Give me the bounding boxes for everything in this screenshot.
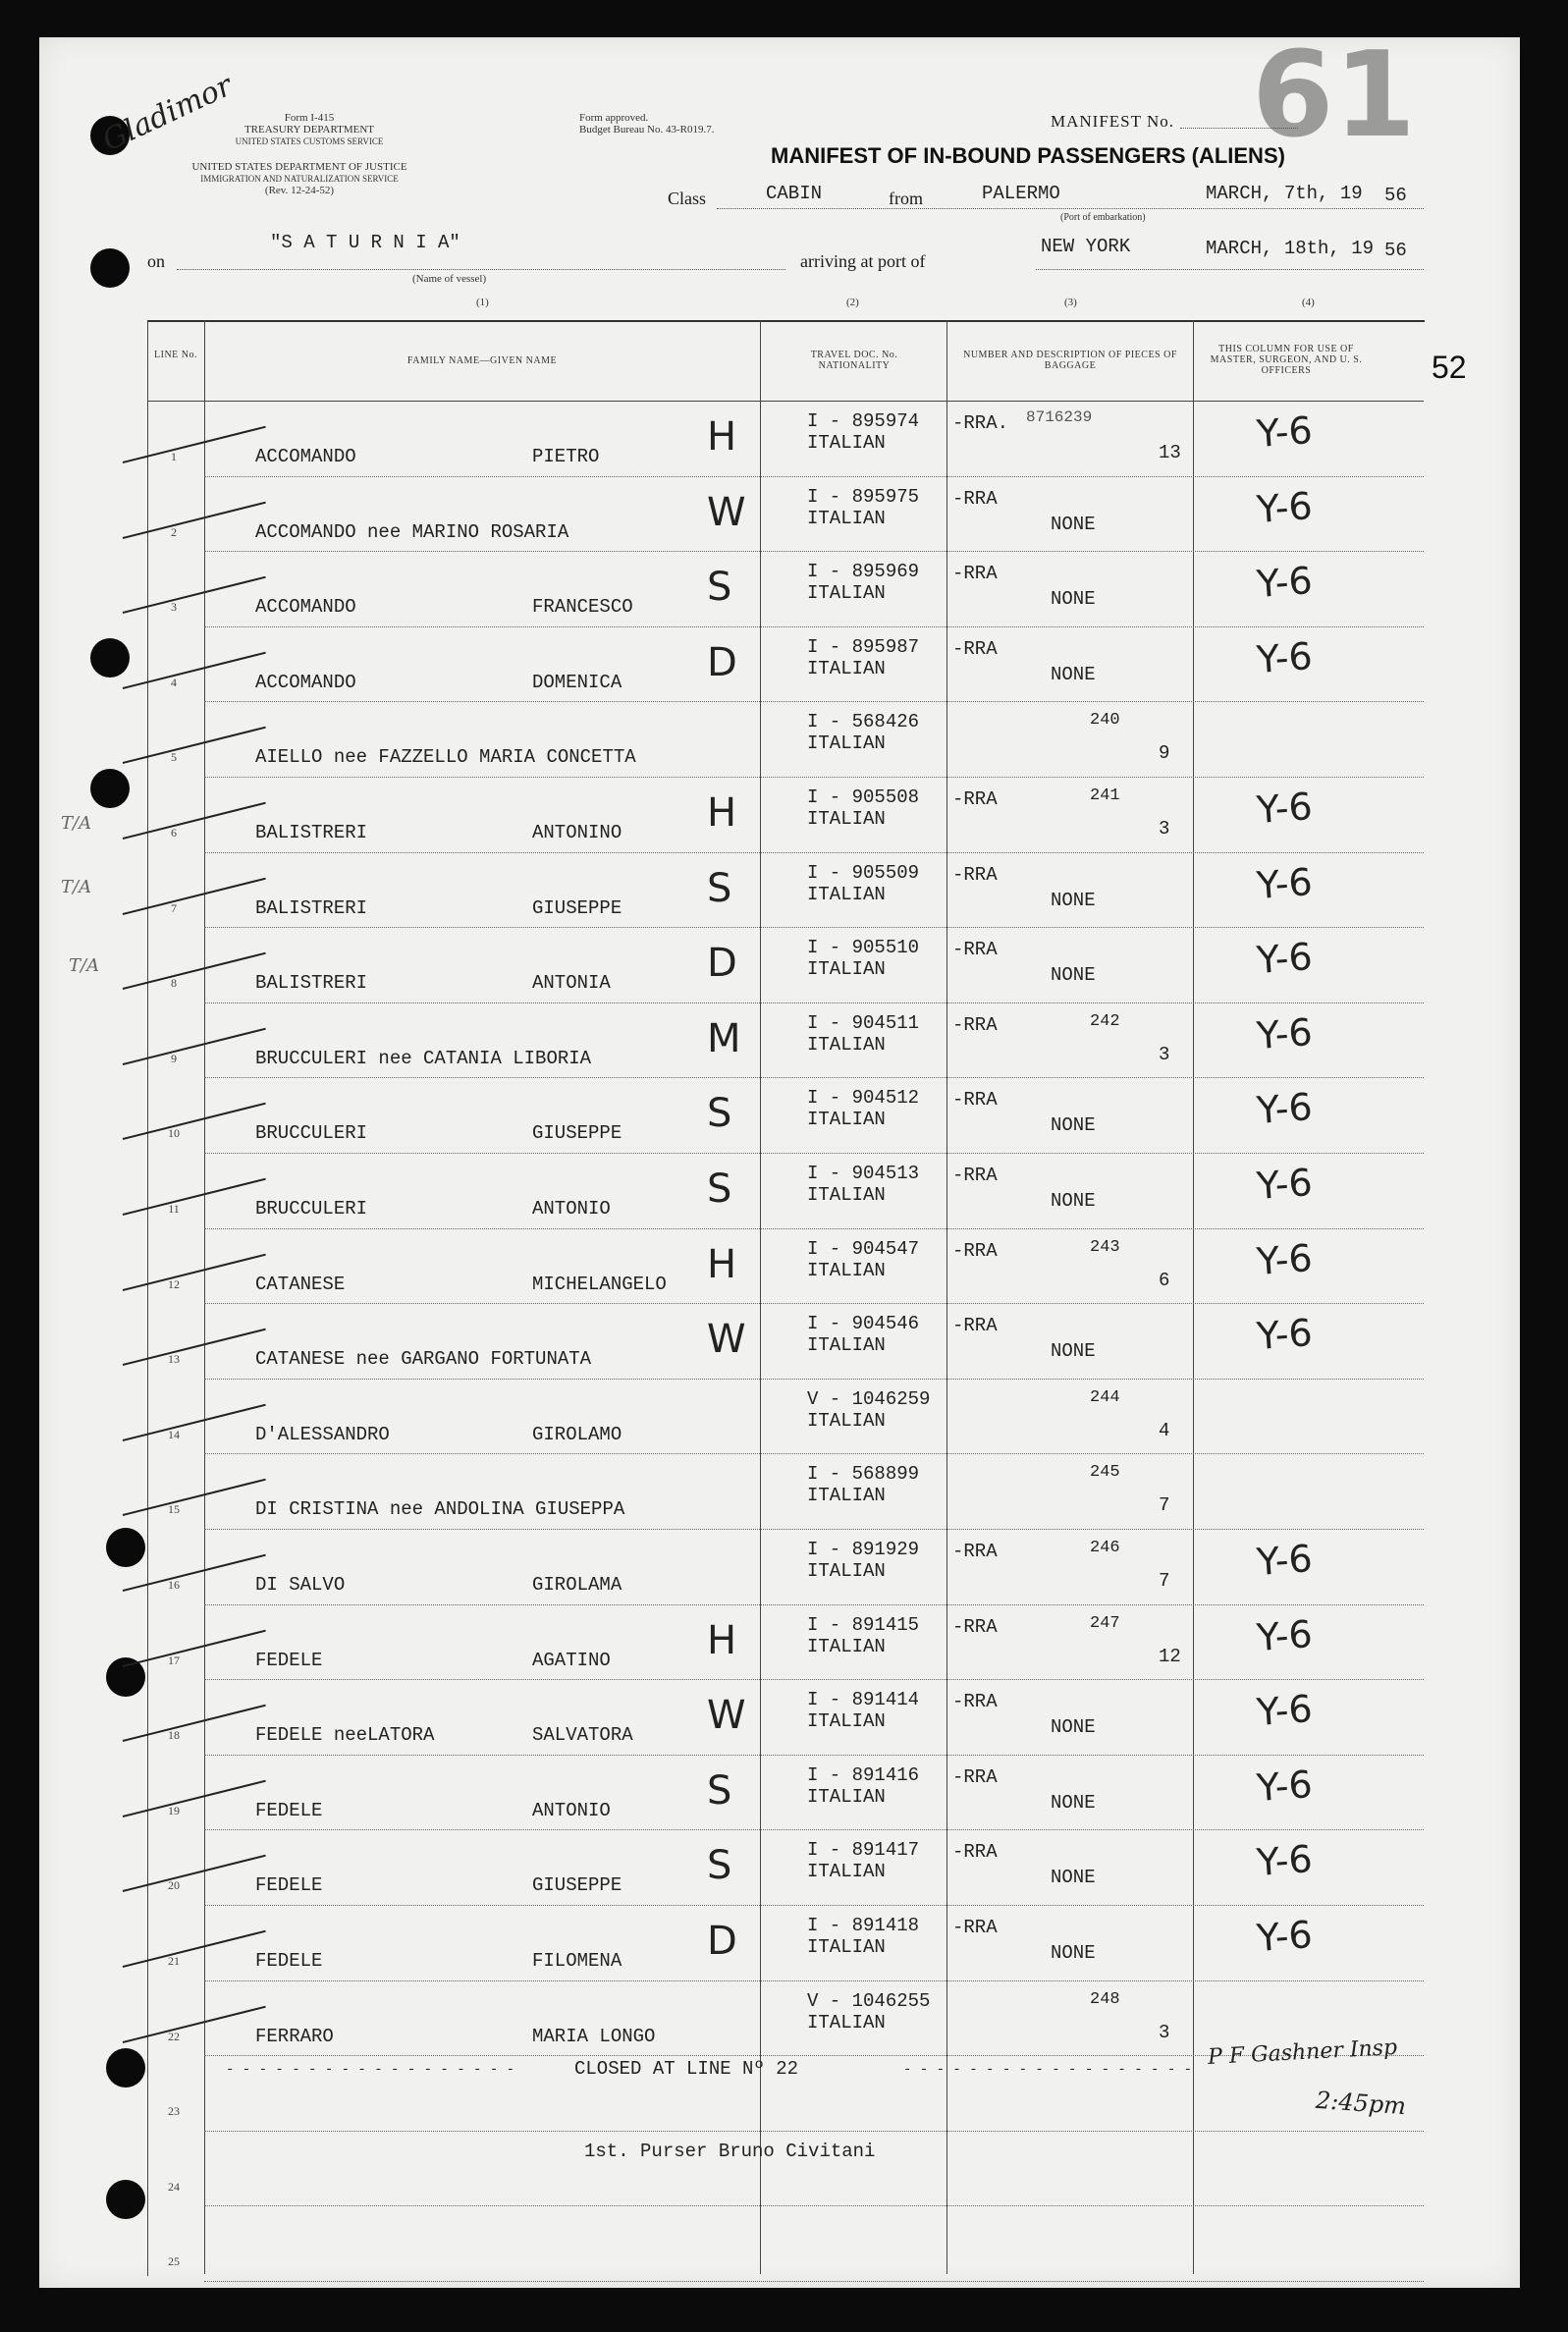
passenger-given-name: PIETRO bbox=[532, 446, 600, 467]
margin-note: T/A bbox=[61, 877, 92, 897]
punch-hole bbox=[106, 1528, 145, 1567]
officer-mark: Y-6 bbox=[1255, 785, 1315, 832]
col-number-2: (2) bbox=[846, 297, 859, 308]
nationality: ITALIAN bbox=[807, 1936, 886, 1958]
travel-doc-number: I - 568426 bbox=[807, 711, 920, 733]
baggage-tag: 240 bbox=[1090, 711, 1120, 731]
officer-mark: Y-6 bbox=[1255, 935, 1315, 983]
passenger-family-name: CATANESE nee GARGANO FORTUNATA bbox=[255, 1348, 592, 1371]
passenger-family-name: BRUCCULERI nee CATANIA LIBORIA bbox=[255, 1047, 592, 1069]
col-header-name: FAMILY NAME—GIVEN NAME bbox=[406, 355, 558, 366]
arrival-underline bbox=[1036, 269, 1424, 270]
rra-note: -RRA bbox=[952, 1917, 998, 1938]
handwritten-relation-mark: S bbox=[707, 865, 732, 911]
signature-top: Gladimor bbox=[97, 68, 238, 159]
nationality: ITALIAN bbox=[807, 1710, 886, 1733]
margin-note: T/A bbox=[69, 955, 100, 976]
passenger-family-name: FEDELE bbox=[255, 1874, 323, 1897]
travel-doc-number: I - 895987 bbox=[807, 635, 920, 658]
passenger-given-name: GIUSEPPE bbox=[532, 896, 622, 919]
punch-hole bbox=[90, 248, 130, 288]
baggage-count: NONE bbox=[1051, 1716, 1096, 1739]
rra-note: -RRA bbox=[952, 563, 998, 585]
row-line-number: 8 bbox=[171, 976, 177, 991]
passenger-family-name: FEDELE bbox=[255, 1649, 323, 1671]
class-label: Class bbox=[668, 189, 707, 208]
nationality: ITALIAN bbox=[807, 1334, 886, 1357]
passenger-given-name: DOMENICA bbox=[532, 671, 622, 693]
passenger-family-name: FEDELE neeLATORA bbox=[255, 1724, 435, 1747]
rra-note: -RRA bbox=[952, 1089, 998, 1112]
row-line-number: 25 bbox=[168, 2254, 180, 2269]
passenger-given-name: ANTONIO bbox=[532, 1799, 611, 1821]
passenger-given-name: AGATINO bbox=[532, 1649, 611, 1671]
handwritten-relation-mark: D bbox=[707, 1919, 737, 1964]
row-line-number: 12 bbox=[168, 1276, 180, 1291]
travel-doc-number: I - 891418 bbox=[807, 1915, 920, 1936]
travel-doc-number: I - 891414 bbox=[807, 1689, 920, 1711]
row-divider bbox=[204, 701, 1424, 702]
travel-doc-number: V - 1046255 bbox=[807, 1989, 931, 2012]
nationality: ITALIAN bbox=[807, 1033, 886, 1056]
passenger-given-name: FRANCESCO bbox=[532, 596, 633, 619]
passenger-given-name: ANTONINO bbox=[532, 822, 622, 843]
nationality: ITALIAN bbox=[807, 2011, 886, 2034]
passenger-family-name: DI CRISTINA nee ANDOLINA GIUSEPPA bbox=[255, 1498, 625, 1521]
vessel-name: "S A T U R N I A" bbox=[270, 232, 460, 253]
baggage-tag: 245 bbox=[1090, 1463, 1120, 1483]
nationality: ITALIAN bbox=[807, 808, 886, 830]
nationality: ITALIAN bbox=[807, 1635, 886, 1657]
row-line-number: 6 bbox=[171, 826, 177, 840]
col-header-doc: TRAVEL DOC. No. NATIONALITY bbox=[810, 350, 898, 371]
row-divider bbox=[204, 1453, 1424, 1454]
passenger-family-name: FEDELE bbox=[255, 1950, 323, 1972]
row-line-number: 20 bbox=[168, 1878, 180, 1893]
officer-mark: Y-6 bbox=[1255, 633, 1315, 681]
closing-dashes-right: - - - - - - - - - - - - - - - - - - bbox=[903, 2062, 1193, 2078]
purser-line: 1st. Purser Bruno Civitani bbox=[584, 2141, 876, 2162]
row-divider bbox=[204, 1228, 1424, 1229]
nationality: ITALIAN bbox=[807, 432, 886, 454]
handwritten-relation-mark: S bbox=[707, 1843, 732, 1889]
travel-doc-number: I - 904511 bbox=[807, 1011, 920, 1034]
passenger-family-name: ACCOMANDO bbox=[255, 446, 356, 467]
punch-hole bbox=[90, 638, 130, 678]
nationality: ITALIAN bbox=[807, 958, 886, 981]
officer-mark: Y-6 bbox=[1255, 1687, 1315, 1735]
departure-date: MARCH, 7th, 19 bbox=[1206, 183, 1363, 204]
row-divider bbox=[204, 551, 1424, 552]
travel-doc-number: I - 905510 bbox=[807, 937, 920, 959]
departure-year: 56 bbox=[1384, 185, 1407, 206]
row-divider bbox=[204, 852, 1424, 853]
form-line: Form I-415 bbox=[284, 112, 335, 124]
manifest-sheet bbox=[39, 27, 1520, 2288]
col-header-baggage: NUMBER AND DESCRIPTION OF PIECES OF BAGGAGE bbox=[963, 350, 1177, 371]
class-value: CABIN bbox=[766, 183, 823, 204]
handwritten-relation-mark: S bbox=[707, 1767, 732, 1814]
travel-doc-number: I - 905508 bbox=[807, 786, 920, 808]
row-line-number: 14 bbox=[168, 1427, 180, 1441]
handwritten-relation-mark: W bbox=[707, 1317, 746, 1363]
row-line-number: 23 bbox=[168, 2104, 180, 2119]
dept-line: (Rev. 12-24-52) bbox=[264, 185, 335, 196]
travel-doc-number: I - 895974 bbox=[807, 410, 920, 432]
form-line: TREASURY DEPARTMENT bbox=[243, 124, 375, 136]
baggage-count: 3 bbox=[1159, 818, 1170, 840]
dept-line: IMMIGRATION AND NATURALIZATION SERVICE bbox=[200, 174, 399, 184]
passenger-family-name: BALISTRERI bbox=[255, 896, 368, 919]
row-line-number: 5 bbox=[171, 750, 177, 765]
row-line-number: 4 bbox=[171, 675, 177, 689]
officer-mark: Y-6 bbox=[1255, 1161, 1315, 1208]
from-value: PALERMO bbox=[982, 183, 1060, 204]
travel-doc-number: I - 904547 bbox=[807, 1237, 920, 1260]
officer-mark: Y-6 bbox=[1255, 1235, 1315, 1283]
arrival-port: NEW YORK bbox=[1041, 236, 1131, 257]
baggage-count: 9 bbox=[1159, 742, 1170, 765]
row-divider bbox=[204, 1604, 1424, 1605]
vessel-note: (Name of vessel) bbox=[412, 273, 487, 285]
passenger-family-name: DI SALVO bbox=[255, 1574, 346, 1596]
handwritten-relation-mark: M bbox=[707, 1015, 741, 1061]
from-label: from bbox=[889, 189, 923, 208]
handwritten-relation-mark: H bbox=[707, 790, 737, 836]
baggage-tag: 246 bbox=[1090, 1539, 1120, 1557]
baggage-count: NONE bbox=[1051, 513, 1096, 535]
page-number: 52 bbox=[1432, 350, 1467, 385]
baggage-count: 6 bbox=[1159, 1269, 1170, 1291]
nationality: ITALIAN bbox=[807, 1259, 886, 1281]
passenger-given-name: ANTONIO bbox=[532, 1198, 611, 1220]
nationality: ITALIAN bbox=[807, 732, 886, 755]
travel-doc-number: I - 891417 bbox=[807, 1839, 920, 1862]
nationality: ITALIAN bbox=[807, 582, 886, 605]
handwritten-relation-mark: H bbox=[707, 1617, 737, 1663]
rra-note: -RRA bbox=[952, 1615, 998, 1638]
officer-mark: Y-6 bbox=[1255, 1009, 1315, 1058]
baggage-count: NONE bbox=[1051, 1190, 1096, 1212]
manifest-no-label: MANIFEST No. bbox=[1051, 112, 1174, 131]
baggage-count: NONE bbox=[1051, 964, 1096, 987]
approval-line: Budget Bureau No. 43-R019.7. bbox=[579, 124, 715, 136]
row-line-number: 16 bbox=[168, 1578, 180, 1592]
baggage-count: NONE bbox=[1051, 1340, 1096, 1363]
baggage-count: NONE bbox=[1051, 889, 1096, 911]
rra-note: -RRA bbox=[952, 1765, 998, 1788]
port-note: (Port of embarkation) bbox=[1060, 212, 1146, 223]
nationality: ITALIAN bbox=[807, 1409, 886, 1432]
officer-mark: Y-6 bbox=[1255, 559, 1315, 607]
handwritten-relation-mark: W bbox=[707, 489, 746, 535]
travel-doc-number: I - 568899 bbox=[807, 1463, 920, 1486]
row-divider bbox=[204, 1153, 1424, 1154]
nationality: ITALIAN bbox=[807, 1184, 886, 1206]
passenger-family-name: BALISTRERI bbox=[255, 822, 368, 843]
row-divider bbox=[204, 1980, 1424, 1981]
rra-note: -RRA bbox=[952, 1541, 998, 1562]
passenger-family-name: AIELLO nee FAZZELLO MARIA CONCETTA bbox=[255, 746, 636, 769]
row-line-number: 21 bbox=[168, 1954, 180, 1968]
row-divider bbox=[204, 2205, 1424, 2206]
nationality: ITALIAN bbox=[807, 657, 886, 679]
row-line-number: 9 bbox=[171, 1051, 177, 1065]
row-line-number: 19 bbox=[168, 1803, 180, 1817]
nationality: ITALIAN bbox=[807, 1560, 886, 1582]
passenger-family-name: FERRARO bbox=[255, 2025, 334, 2047]
punch-hole bbox=[90, 769, 130, 808]
passenger-given-name: ANTONIA bbox=[532, 972, 611, 995]
rra-note: -RRA bbox=[952, 487, 998, 510]
nationality: ITALIAN bbox=[807, 1861, 886, 1883]
arrival-date: MARCH, 18th, 19 bbox=[1206, 238, 1375, 259]
nationality: ITALIAN bbox=[807, 1785, 886, 1808]
row-divider bbox=[204, 1529, 1424, 1530]
col-number-3: (3) bbox=[1064, 297, 1077, 308]
baggage-count: 12 bbox=[1159, 1645, 1181, 1667]
rra-note: -RRA bbox=[952, 1239, 998, 1262]
row-line-number: 2 bbox=[171, 524, 177, 539]
passenger-given-name: FILOMENA bbox=[532, 1950, 622, 1972]
row-divider bbox=[204, 1679, 1424, 1680]
baggage-tag: 248 bbox=[1090, 1989, 1120, 2009]
closed-at-line: CLOSED AT LINE Nº 22 bbox=[574, 2058, 799, 2080]
rra-note: -RRA bbox=[952, 1691, 998, 1713]
passenger-given-name: SALVATORA bbox=[532, 1724, 633, 1747]
time-note: 2:45pm bbox=[1315, 2086, 1407, 2121]
officer-mark: Y-6 bbox=[1255, 408, 1315, 456]
handwritten-relation-mark: S bbox=[707, 565, 732, 611]
row-line-number: 13 bbox=[168, 1352, 180, 1367]
passenger-family-name: BALISTRERI bbox=[255, 972, 368, 995]
passenger-family-name: D'ALESSANDRO bbox=[255, 1423, 390, 1445]
row-divider bbox=[204, 1905, 1424, 1906]
handwritten-relation-mark: S bbox=[707, 1166, 732, 1212]
inspector-signature: P F Gashner Insp bbox=[1207, 2034, 1398, 2071]
row-divider bbox=[204, 1755, 1424, 1756]
baggage-count: NONE bbox=[1051, 1867, 1096, 1889]
margin-note: T/A bbox=[61, 813, 92, 834]
arriving-label: arriving at port of bbox=[800, 251, 926, 271]
baggage-tag: 244 bbox=[1090, 1387, 1120, 1407]
closing-dashes-left: - - - - - - - - - - - - - - - - - - bbox=[226, 2062, 515, 2078]
row-divider bbox=[204, 927, 1424, 928]
row-divider bbox=[204, 1077, 1424, 1078]
row-divider bbox=[204, 626, 1424, 627]
approval-block bbox=[579, 112, 714, 136]
dept-block bbox=[152, 161, 447, 196]
travel-doc-number: I - 904512 bbox=[807, 1087, 920, 1110]
baggage-count: 3 bbox=[1159, 2021, 1170, 2043]
travel-doc-number: I - 904513 bbox=[807, 1163, 920, 1184]
vessel-underline bbox=[177, 269, 785, 270]
passenger-given-name: MICHELANGELO bbox=[532, 1273, 667, 1295]
row-divider bbox=[204, 777, 1424, 778]
officer-mark: Y-6 bbox=[1255, 1537, 1315, 1584]
travel-doc-number: I - 895975 bbox=[807, 485, 920, 508]
manifest-number: 61 bbox=[1252, 27, 1416, 164]
officer-mark: Y-6 bbox=[1255, 1913, 1315, 1960]
row-divider bbox=[204, 2281, 1424, 2282]
passenger-family-name: BRUCCULERI bbox=[255, 1122, 368, 1145]
handwritten-relation-mark: S bbox=[707, 1091, 732, 1137]
arrival-year: 56 bbox=[1384, 240, 1407, 261]
officer-mark: Y-6 bbox=[1255, 1762, 1315, 1810]
row-line-number: 17 bbox=[168, 1653, 180, 1667]
row-line-number: 10 bbox=[168, 1126, 180, 1141]
passenger-given-name: MARIA LONGO bbox=[532, 2025, 656, 2047]
handwritten-relation-mark: D bbox=[707, 639, 737, 685]
on-label: on bbox=[147, 251, 165, 271]
handwritten-relation-mark: D bbox=[707, 941, 737, 987]
passenger-given-name: GIROLAMA bbox=[532, 1574, 622, 1596]
passenger-family-name: BRUCCULERI bbox=[255, 1198, 368, 1220]
handwritten-relation-mark: H bbox=[707, 1241, 737, 1287]
rra-note: -RRA bbox=[952, 863, 998, 886]
baggage-count: NONE bbox=[1051, 588, 1096, 611]
handwritten-relation-mark: H bbox=[707, 414, 737, 460]
baggage-tag: 243 bbox=[1090, 1237, 1120, 1257]
rra-note: -RRA. bbox=[952, 412, 1009, 434]
row-line-number: 7 bbox=[171, 900, 177, 915]
class-underline bbox=[717, 208, 1424, 209]
form-line: UNITED STATES CUSTOMS SERVICE bbox=[235, 136, 384, 146]
officer-mark: Y-6 bbox=[1255, 1085, 1315, 1133]
nationality: ITALIAN bbox=[807, 1109, 886, 1131]
officer-mark: Y-6 bbox=[1255, 1837, 1315, 1885]
row-divider bbox=[204, 1303, 1424, 1304]
officer-mark: Y-6 bbox=[1255, 1311, 1315, 1359]
travel-doc-number: I - 891415 bbox=[807, 1613, 920, 1636]
passenger-family-name: ACCOMANDO nee MARINO ROSARIA bbox=[255, 520, 569, 543]
rra-note: -RRA bbox=[952, 939, 998, 961]
rra-note: -RRA bbox=[952, 1165, 998, 1186]
baggage-tag: 242 bbox=[1090, 1011, 1120, 1031]
page-title: MANIFEST OF IN-BOUND PASSENGERS (ALIENS) bbox=[771, 143, 1285, 168]
col-header-line: LINE No. bbox=[154, 350, 197, 360]
approval-line: Form approved. bbox=[579, 112, 649, 124]
travel-doc-number: I - 891929 bbox=[807, 1539, 920, 1560]
dept-line: UNITED STATES DEPARTMENT OF JUSTICE bbox=[191, 161, 407, 173]
row-line-number: 15 bbox=[168, 1502, 180, 1517]
travel-doc-number: I - 904546 bbox=[807, 1313, 920, 1335]
row-line-number: 24 bbox=[168, 2179, 180, 2194]
nationality: ITALIAN bbox=[807, 507, 886, 529]
baggage-tag: 247 bbox=[1090, 1613, 1120, 1633]
officer-mark: Y-6 bbox=[1255, 1611, 1315, 1659]
passenger-family-name: ACCOMANDO bbox=[255, 596, 356, 619]
col-number-4: (4) bbox=[1302, 297, 1315, 308]
baggage-tag: 241 bbox=[1090, 786, 1120, 805]
baggage-count: 7 bbox=[1159, 1570, 1170, 1592]
rra-note: -RRA bbox=[952, 1841, 998, 1864]
travel-doc-number: V - 1046259 bbox=[807, 1387, 931, 1410]
baggage-count: 3 bbox=[1159, 1043, 1170, 1065]
row-divider bbox=[204, 2131, 1424, 2132]
passenger-given-name: GIUSEPPE bbox=[532, 1122, 622, 1145]
row-line-number: 18 bbox=[168, 1728, 180, 1743]
baggage-count: NONE bbox=[1051, 1114, 1096, 1137]
row-line-number: 22 bbox=[168, 2029, 180, 2043]
officer-mark: Y-6 bbox=[1255, 483, 1315, 531]
row-line-number: 1 bbox=[171, 450, 177, 463]
col-number-1: (1) bbox=[476, 297, 489, 308]
baggage-count: 13 bbox=[1159, 442, 1181, 463]
header-rule bbox=[147, 401, 1424, 402]
rra-note: -RRA bbox=[952, 1013, 998, 1036]
handwritten-relation-mark: W bbox=[707, 1693, 746, 1739]
baggage-count: NONE bbox=[1051, 1942, 1096, 1964]
col-header-officers: THIS COLUMN FOR USE OF MASTER, SURGEON, AND U. S. OFFICERS bbox=[1210, 344, 1363, 376]
passenger-given-name: GIROLAMO bbox=[532, 1423, 622, 1445]
baggage-count: NONE bbox=[1051, 663, 1096, 685]
row-line-number: 3 bbox=[171, 600, 177, 615]
nationality: ITALIAN bbox=[807, 1485, 886, 1507]
punch-hole bbox=[106, 2180, 145, 2219]
officer-mark: Y-6 bbox=[1255, 859, 1315, 907]
baggage-count: 4 bbox=[1159, 1419, 1170, 1441]
rra-note: -RRA bbox=[952, 1315, 998, 1337]
passenger-given-name: GIUSEPPE bbox=[532, 1874, 622, 1897]
row-divider bbox=[204, 476, 1424, 477]
rra-note: -RRA bbox=[952, 788, 998, 810]
form-block bbox=[211, 112, 407, 147]
passenger-family-name: CATANESE bbox=[255, 1273, 346, 1295]
passenger-family-name: ACCOMANDO bbox=[255, 671, 356, 693]
travel-doc-number: I - 895969 bbox=[807, 561, 920, 583]
travel-doc-number: I - 891416 bbox=[807, 1763, 920, 1786]
punch-hole bbox=[106, 2048, 145, 2088]
row-divider bbox=[204, 1829, 1424, 1830]
row-line-number: 11 bbox=[168, 1202, 180, 1216]
travel-doc-number: I - 905509 bbox=[807, 861, 920, 884]
baggage-count: NONE bbox=[1051, 1791, 1096, 1814]
passenger-family-name: FEDELE bbox=[255, 1799, 323, 1821]
rra-note: -RRA bbox=[952, 637, 998, 660]
row-divider bbox=[204, 1379, 1424, 1380]
baggage-count: 7 bbox=[1159, 1494, 1170, 1517]
extra-number: 8716239 bbox=[1026, 408, 1093, 426]
nationality: ITALIAN bbox=[807, 883, 886, 905]
